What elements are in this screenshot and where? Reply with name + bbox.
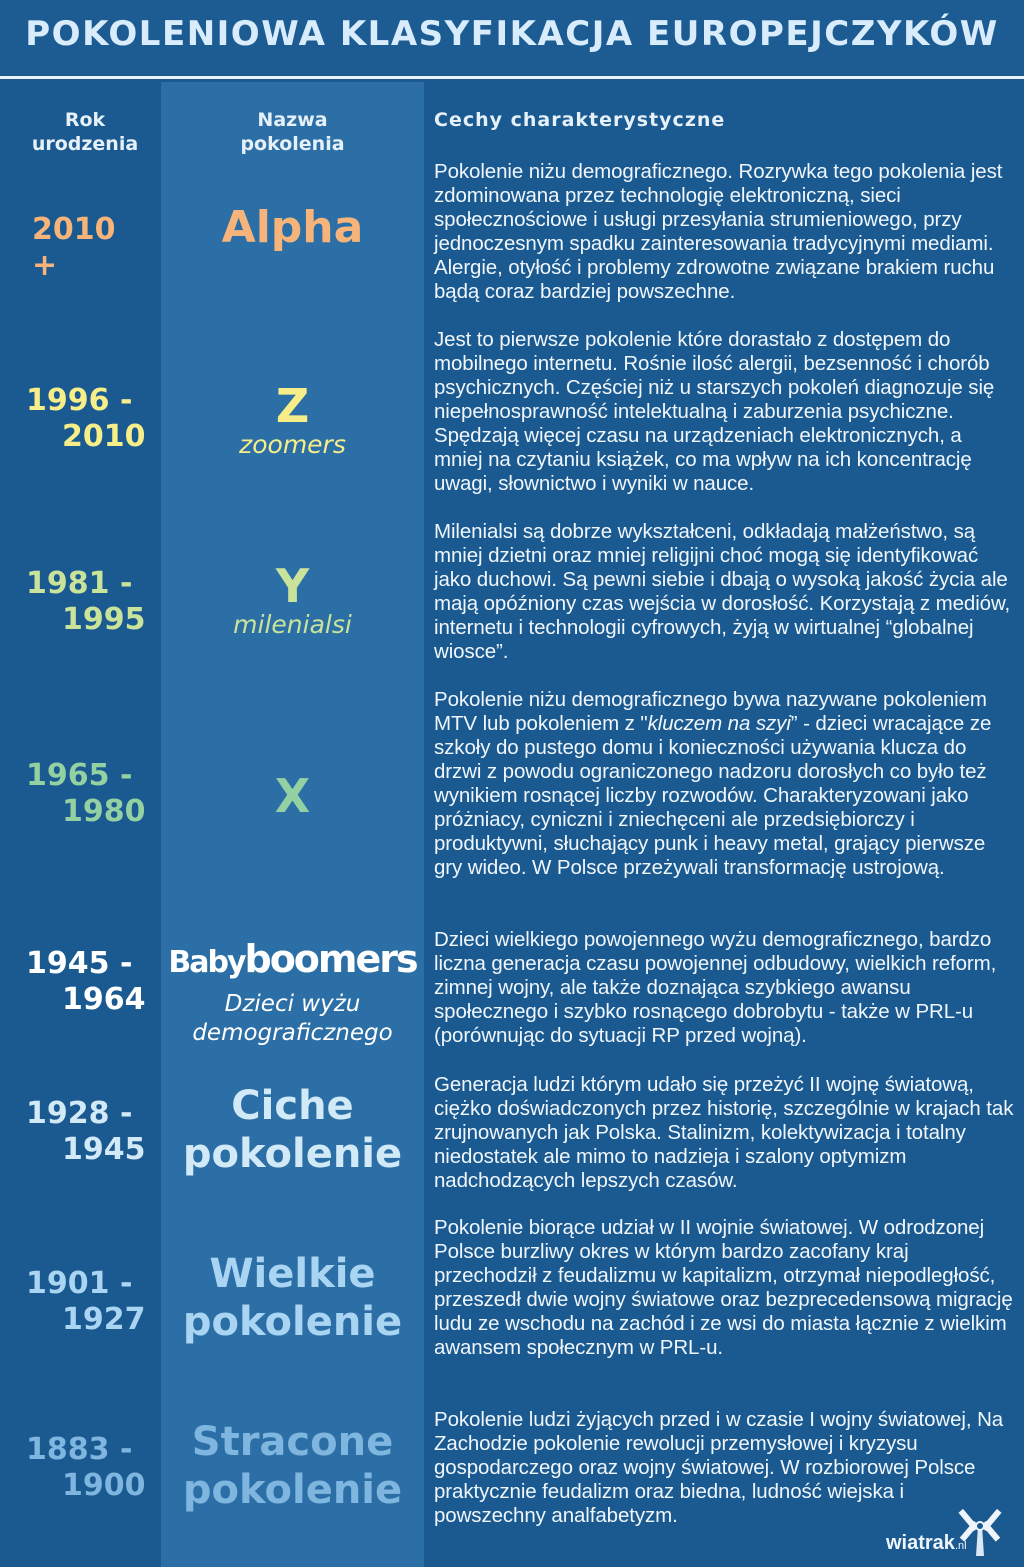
years-line1: 1965 - bbox=[26, 758, 133, 793]
row-years-greatest bbox=[0, 1266, 150, 1338]
years-line1: 1945 - bbox=[26, 946, 133, 981]
generation-name-part2: boomers bbox=[244, 937, 417, 981]
page-title: POKOLENIOWA KLASYFIKACJA EUROPEJCZYKÓW bbox=[25, 14, 999, 54]
row-years-lost bbox=[0, 1432, 150, 1504]
generation-name-line1: Wielkie bbox=[209, 1251, 376, 1297]
description-silent: Generacja ludzi którym udało się przeżyć II wojnę światową, ciężko doświadczonych przez historię, szczególnie w krajach tak zrujnowanych jak Polska. Stalinizm, kolektywizacja i totalny niedostatek ale mimo to nadzieja i szalony optymizm nadchodzących lepszych czasów. bbox=[434, 1073, 1014, 1192]
column-header-traits: Cechy charakterystyczne bbox=[434, 109, 726, 131]
generation-name-silent bbox=[161, 1082, 424, 1178]
column-header-birth-year-line1: Rok bbox=[64, 109, 106, 131]
row-years-y bbox=[0, 566, 150, 638]
generation-name-alpha bbox=[161, 200, 424, 256]
description-x-text: Pokolenie niżu demograficznego bywa nazywane pokoleniem MTV lub pokoleniem z " bbox=[434, 688, 987, 735]
years-line1: 1996 - bbox=[26, 383, 133, 418]
column-header-birth-year-line2: urodzenia bbox=[31, 133, 139, 155]
generation-subname: Dzieci wyżu demograficznego bbox=[192, 991, 393, 1046]
years-line2: 2010 bbox=[62, 419, 146, 454]
generation-name-text bbox=[161, 936, 424, 990]
column-header-generation-name-line1: Nazwa bbox=[257, 109, 328, 131]
years-line1: 1981 - bbox=[26, 566, 133, 601]
generation-name-part1: Baby bbox=[168, 945, 245, 980]
years-line2: 1900 bbox=[62, 1468, 146, 1503]
description-x bbox=[434, 688, 1014, 880]
row-years-baby-boomers bbox=[0, 946, 150, 1018]
generation-name-baby-boomers bbox=[161, 936, 424, 1048]
row-years-silent bbox=[0, 1096, 150, 1168]
generation-name-line2: pokolenie bbox=[182, 1131, 403, 1177]
years-line1: 1928 - bbox=[26, 1096, 133, 1131]
years-line2: 1995 bbox=[62, 602, 146, 637]
generation-name-lost bbox=[161, 1418, 424, 1514]
header-divider bbox=[0, 76, 1024, 79]
description-baby-boomers: Dzieci wielkiego powojennego wyżu demograficznego, bardzo liczna generacja czasu powojennej odbudowy, wielkich reform, zimnej wojny, ale także doznająca szybkiego awansu społecznego i szybko rosnącego dobrobytu - także w PRL-u (porównując do sytuacji RP przed wojną). bbox=[434, 928, 997, 1047]
logo-tld: .nl bbox=[954, 1540, 967, 1552]
generation-name-line2: pokolenie bbox=[182, 1299, 403, 1345]
generation-name-x bbox=[161, 770, 424, 822]
generation-name-text: Z bbox=[275, 379, 310, 433]
years-line1: 1883 - bbox=[26, 1432, 133, 1467]
generation-name-greatest bbox=[161, 1250, 424, 1346]
generation-name-text: Y bbox=[275, 559, 310, 613]
description-y: Milenialsi są dobrze wykształceni, odkładają małżeństwo, są mniej dzietni oraz mniej religijni choć mogą się identyfikować jako duchowi. Są pewni siebie i dbają o wysoką jakość życia ale mają opóźniony czas wejścia w dorosłość. Korzystają z mediów, internetu i technologii cyfrowych, żyją w wirtualnej “globalnej wiosce”. bbox=[434, 520, 1011, 663]
logo-text: wiatrak bbox=[886, 1532, 955, 1554]
row-years-alpha bbox=[0, 212, 150, 284]
description-x-emphasis: kluczem na szyi bbox=[647, 712, 791, 735]
column-header-birth-year bbox=[20, 108, 150, 156]
generation-name-y bbox=[161, 560, 424, 638]
description-z: Jest to pierwsze pokolenie które dorastało z dostępem do mobilnego internetu. Rośnie ilość alergii, bezsenność i chorób psychicznych. Częściej niż u starszych pokoleń diagnozuje się niepełnosprawność intelektualną i zaburzenia psychiczne. Spędzają więcej czasu na urządzeniach elektronicznych, a mniej na czytaniu książek, co ma wpływ na ich koncentrację uwagi, słownictwo i wyniki w nauce. bbox=[434, 328, 995, 495]
wiatrak-logo bbox=[880, 1500, 1020, 1560]
generation-name-line1: Ciche bbox=[231, 1083, 354, 1129]
column-header-generation-name-line2: pokolenia bbox=[240, 133, 345, 155]
description-lost: Pokolenie ludzi żyjących przed i w czasie I wojny światowej, Na Zachodzie pokolenie rewolucji przemysłowej i kryzysu gospodarczego oraz wojny światowej. W rozbiorowej Polsce praktycznie feudalizm oraz biedna, ludność wiejska i powszechny analfabetyzm. bbox=[434, 1408, 1004, 1527]
generation-name-z bbox=[161, 380, 424, 458]
row-years-z bbox=[0, 383, 150, 455]
generation-subname: milenialsi bbox=[233, 610, 352, 639]
description-alpha: Pokolenie niżu demograficznego. Rozrywka tego pokolenia jest zdominowana przez technologię elektroniczną, sieci społecznościowe i usługi przesyłania strumieniowego, przy jednoczesnym spadku zainteresowania tradycyjnymi mediami. Alergie, otyłość i problemy zdrowotne związane brakiem ruchu bądą coraz bardziej powszechne. bbox=[434, 160, 1003, 303]
years-line2: 1927 bbox=[62, 1302, 146, 1337]
generation-name-line2: pokolenie bbox=[182, 1467, 403, 1513]
years-line1: 2010 + bbox=[32, 212, 116, 283]
years-line1: 1901 - bbox=[26, 1266, 133, 1301]
generation-name-line1: Stracone bbox=[191, 1419, 394, 1465]
years-line2: 1980 bbox=[62, 794, 146, 829]
years-line2: 1964 bbox=[62, 982, 146, 1017]
generation-name-text: Alpha bbox=[221, 202, 364, 253]
generation-subname: zoomers bbox=[239, 430, 346, 459]
generation-name-text: X bbox=[274, 769, 311, 823]
description-x-text-cont: ” - dzieci wracające ze szkoły do pustego domu i konieczności używania klucza do drzwi z powodu ograniczonego nadzoru dorosłych co było też wynikiem rosnącej liczby rozwodów. Charakteryzowani jako próżniacy, cyniczni i zniechęceni ale przedsiębiorczy i produktywni, słuchający punk i heavy metal, grający pierwsze gry wideo. W Polsce przeżywali transformację ustrojową. bbox=[434, 712, 992, 879]
years-line2: 1945 bbox=[62, 1132, 146, 1167]
logo-text-block bbox=[886, 1532, 967, 1555]
row-years-x bbox=[0, 758, 150, 830]
column-header-generation-name bbox=[161, 108, 424, 156]
description-greatest: Pokolenie biorące udział w II wojnie światowej. W odrodzonej Polsce burzliwy okres w którym bardzo zacofany kraj przechodził z feudalizmu w kapitalizm, otrzymał niepodległość, przeszedł dwie wojny światowe oraz bezprecedensową migrację ludu ze wschodu na zachód i ze wsi do miasta łącznie z wielkim awansem społecznym w PRL-u. bbox=[434, 1216, 1013, 1359]
